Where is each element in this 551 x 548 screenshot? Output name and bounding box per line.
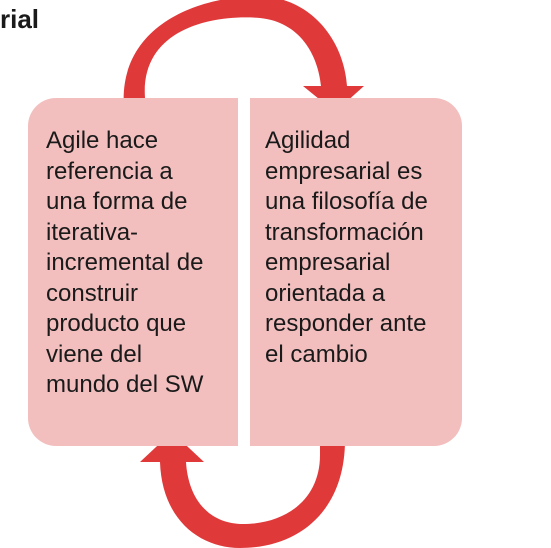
right-box-line: empresarial es xyxy=(265,157,423,185)
right-box-line: orientada a xyxy=(265,279,386,307)
top-cycle-arrow-icon xyxy=(124,0,364,112)
right-box-line: transformación xyxy=(265,218,424,246)
right-box-line: responder ante xyxy=(265,310,427,337)
right-box-line: Agilidad xyxy=(265,127,351,154)
left-box-line: una forma de xyxy=(46,188,188,215)
left-box-line: viene del xyxy=(46,340,143,368)
left-box-line: mundo del SW xyxy=(46,371,204,398)
page-title-fragment: rial xyxy=(0,4,40,34)
left-box-line: producto que xyxy=(46,310,187,337)
left-box-line: Agile hace xyxy=(46,127,159,154)
right-box-line: empresarial xyxy=(265,249,391,276)
left-box-line: referencia a xyxy=(46,157,173,185)
left-box-line: construir xyxy=(46,279,139,307)
right-box-line: una filosofía de xyxy=(265,188,428,215)
left-box-line: iterativa- xyxy=(46,218,139,246)
bottom-cycle-arrow-icon xyxy=(140,432,345,548)
right-box-line: el cambio xyxy=(265,340,368,368)
business-agility-definition-box xyxy=(250,98,462,446)
agile-definition-box xyxy=(28,98,238,446)
left-box-line: incremental de xyxy=(46,249,204,276)
